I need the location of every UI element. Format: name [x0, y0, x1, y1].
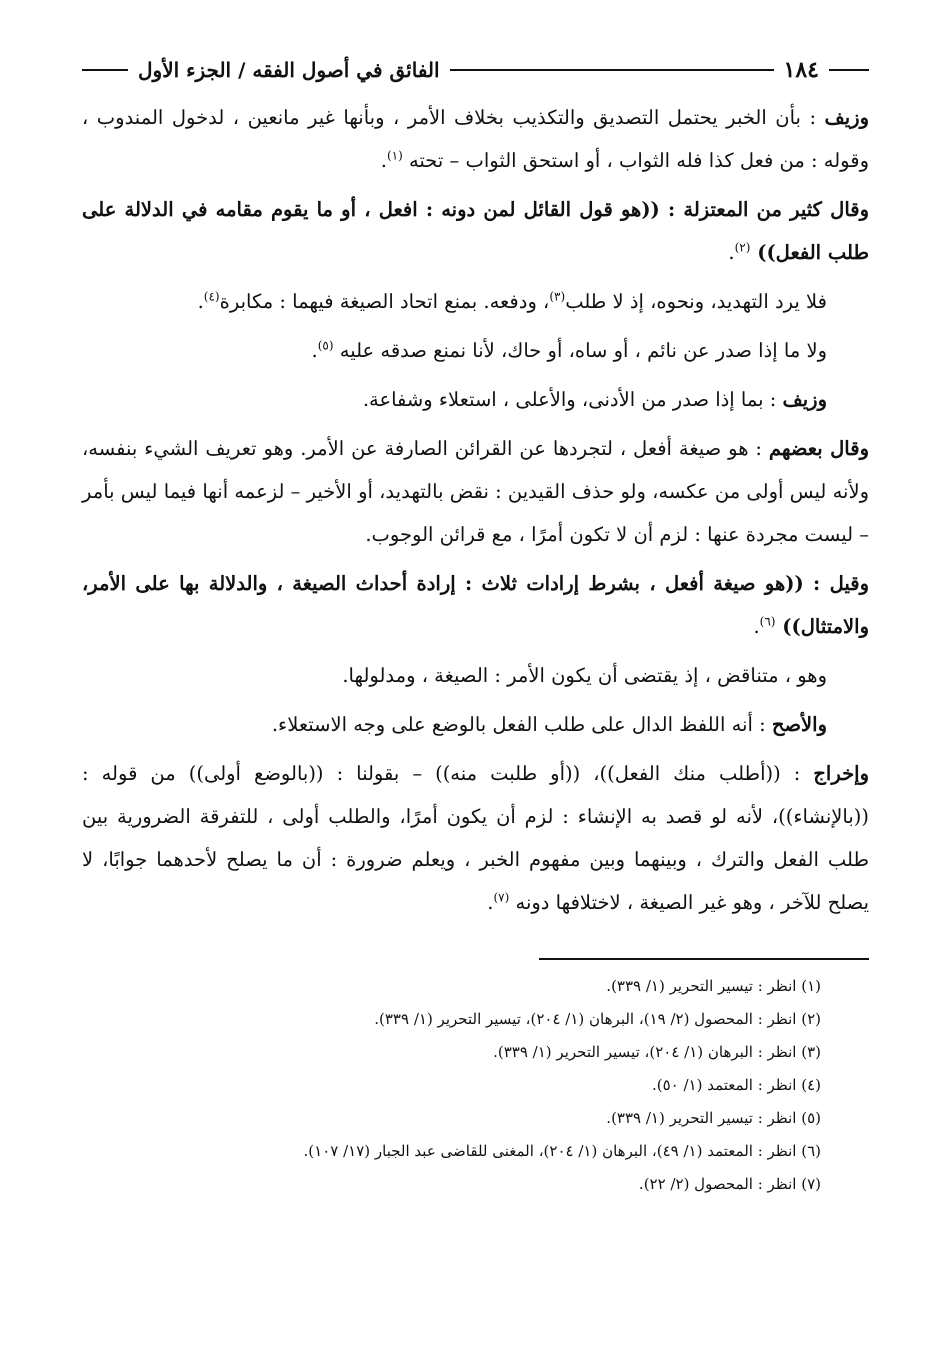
paragraph: [82, 188, 869, 274]
paragraph-text: ، ودفعه. بمنع اتحاد الصيغة فيهما : مكابرة: [219, 290, 550, 313]
paragraph-text: : بما إذا صدر من الأدنى، والأعلى ، استعلاء وشفاعة.: [362, 388, 783, 411]
paragraph: [82, 703, 869, 746]
footnote: (٣) انظر : البرهان (١/ ٢٠٤)، تيسير التحرير (١/ ٣٣٩).: [493, 1043, 821, 1061]
footnote-ref[interactable]: (٢): [734, 240, 751, 255]
header-rule: [829, 69, 869, 71]
footnote: (١) انظر : تيسير التحرير (١/ ٣٣٩).: [606, 977, 821, 995]
punctuation: .: [311, 339, 318, 362]
paragraph-label: وزيف: [782, 388, 827, 411]
paragraph: [82, 654, 869, 697]
footnote: (٧) انظر : المحصول (٢/ ٢٢).: [638, 1175, 821, 1193]
footnote: (٦) انظر : المعتمد (١/ ٤٩)، البرهان (١/ ٢٠٤)، المغنى للقاضى عبد الجبار (١٧/ ١٠٧).: [303, 1142, 821, 1160]
paragraph-label: وقال بعضهم: [768, 437, 869, 460]
footnotes: [82, 970, 869, 1201]
paragraph-text: : ((أطلب منك الفعل))، ((أو طلبت منه)) – بقولنا : ((بالوضع أولى)) من قوله : ((بالإنشاء))، لأنه لو قصد به الإنشاء : لزم أن يكون أمرًا، والطلب أولى ، للتفرقة الضرورية بين طلب الفعل والترك ، وبينهما وبين مفهوم الخبر ، ويعلم ضرورة : أن ما يصلح لأحدهما جوابًا، لا يصلح للآخر ، وهو غير الصيغة ، لاختلافها دونه: [82, 762, 869, 914]
footnote-ref[interactable]: (٣): [549, 289, 566, 304]
punctuation: .: [197, 290, 204, 313]
paragraph: [82, 329, 869, 372]
footnote-ref[interactable]: (٧): [493, 890, 510, 905]
paragraph-text: : بأن الخبر يحتمل التصديق والتكذيب بخلاف الأمر ، وبأنها غير مانعين ، لدخول المندوب ، وقوله : من فعل كذا فله الثواب ، أو استحق الثواب – تحته: [82, 106, 869, 172]
paragraph: [82, 427, 869, 556]
footnote-separator: [539, 958, 869, 960]
paragraph-text: : أنه اللفظ الدال على طلب الفعل بالوضع على وجه الاستعلاء.: [271, 713, 772, 736]
paragraph: [82, 562, 869, 648]
paragraph-label: وقال كثير من المعتزلة: [683, 198, 869, 221]
paragraph: [82, 280, 869, 323]
paragraph-text: : هو صيغة أفعل ، لتجردها عن القرائن الصارفة عن الأمر. وهو تعريف الشيء بنفسه، ولأنه ليس أولى من عكسه، ولو حذف القيدين : نقض بالتهديد، أو الأخير – لزعمه أنها فيما ليس بأمر – ليست مجردة عنها : لزم أن لا تكون أمرًا ، مع قرائن الوجوب.: [82, 437, 869, 546]
punctuation: .: [753, 615, 760, 638]
book-title: الفائق في أصول الفقه / الجزء الأول: [138, 58, 440, 82]
paragraph-text: وهو ، متناقض ، إذ يقتضى أن يكون الأمر : الصيغة ، ومدلولها.: [342, 664, 827, 687]
footnote-ref[interactable]: (٤): [203, 289, 220, 304]
main-text: [82, 96, 869, 924]
paragraph-label: والأصح: [771, 713, 827, 736]
paragraph-text: ولا ما إذا صدر عن نائم ، أو ساه، أو حاك، لأنا نمنع صدقه عليه: [333, 339, 827, 362]
punctuation: .: [487, 891, 494, 914]
running-header: [82, 50, 869, 90]
paragraph-text: فلا يرد التهديد، ونحوه، إذ لا طلب: [565, 290, 827, 313]
footnote-ref[interactable]: (٥): [317, 338, 334, 353]
punctuation: .: [728, 241, 735, 264]
paragraph-label: وزيف: [824, 106, 869, 129]
footnote-ref[interactable]: (١): [386, 148, 403, 163]
paragraph: [82, 378, 869, 421]
footnote: (٢) انظر : المحصول (٢/ ١٩)، البرهان (١/ ٢٠٤)، تيسير التحرير (١/ ٣٣٩).: [374, 1010, 821, 1028]
page-number: ١٨٤: [783, 57, 819, 83]
paragraph: [82, 752, 869, 924]
paragraph: [82, 96, 869, 182]
footnote: (٤) انظر : المعتمد (١/ ٥٠).: [651, 1076, 821, 1094]
footnote: (٥) انظر : تيسير التحرير (١/ ٣٣٩).: [606, 1109, 821, 1127]
paragraph-label: وقيل: [829, 572, 869, 595]
footnote-ref[interactable]: (٦): [759, 614, 776, 629]
header-rule: [450, 69, 774, 71]
punctuation: .: [380, 149, 387, 172]
paragraph-text: : ((هو قول القائل لمن دونه : افعل ، أو ما يقوم مقامه في الدلالة على طلب الفعل)): [82, 198, 869, 264]
paragraph-text: : ((هو صيغة أفعل ، بشرط إرادات ثلاث : إرادة أحداث الصيغة ، والدلالة بها على الأمر، والامتثال)): [82, 572, 869, 638]
paragraph-label: وإخراج: [813, 762, 869, 785]
header-rule: [82, 69, 128, 71]
